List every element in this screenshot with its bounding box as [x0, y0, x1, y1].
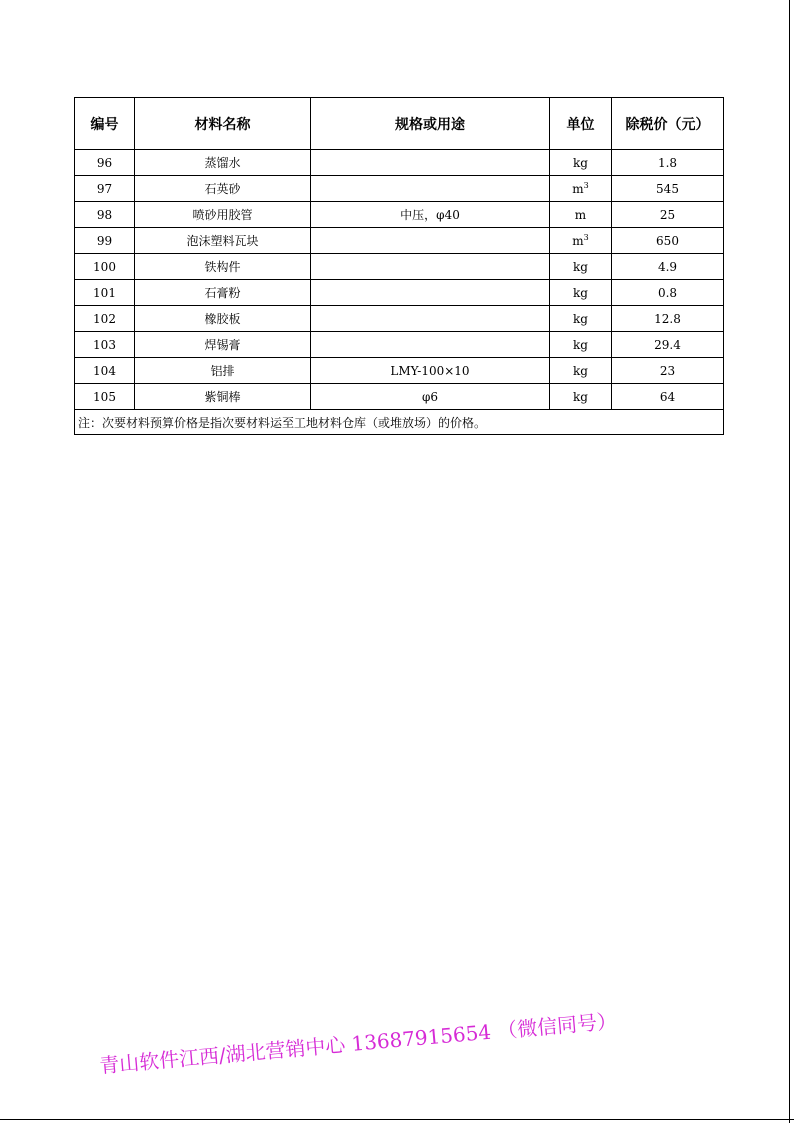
cell-price: 25	[612, 202, 724, 228]
page-border-right	[789, 0, 790, 1123]
cell-unit	[550, 358, 612, 384]
table-note-row	[75, 410, 724, 435]
header-number: 编号	[75, 98, 135, 150]
cell-material-name: 铝排	[135, 358, 311, 384]
cell-material-name: 蒸馏水	[135, 150, 311, 176]
cell-spec	[311, 332, 550, 358]
cell-material-name: 紫铜棒	[135, 384, 311, 410]
cell-price: 12.8	[612, 306, 724, 332]
cell-unit	[550, 384, 612, 410]
cell-spec	[311, 176, 550, 202]
unit-base: kg	[573, 389, 588, 404]
cell-spec: φ6	[311, 384, 550, 410]
table-row	[75, 306, 724, 332]
cell-price: 1.8	[612, 150, 724, 176]
cell-unit	[550, 254, 612, 280]
header-spec: 规格或用途	[311, 98, 550, 150]
cell-unit	[550, 280, 612, 306]
cell-number: 101	[75, 280, 135, 306]
cell-number: 103	[75, 332, 135, 358]
cell-material-name: 泡沫塑料瓦块	[135, 228, 311, 254]
cell-price: 64	[612, 384, 724, 410]
cell-number: 96	[75, 150, 135, 176]
unit-base: m	[572, 233, 584, 248]
cell-material-name: 铁构件	[135, 254, 311, 280]
table-row	[75, 202, 724, 228]
table-row	[75, 228, 724, 254]
table-row	[75, 332, 724, 358]
cell-material-name: 喷砂用胶管	[135, 202, 311, 228]
table-header-row	[75, 98, 724, 150]
cell-unit	[550, 332, 612, 358]
cell-number: 100	[75, 254, 135, 280]
cell-price: 23	[612, 358, 724, 384]
cell-spec	[311, 228, 550, 254]
cell-unit	[550, 306, 612, 332]
cell-unit	[550, 150, 612, 176]
table-row	[75, 280, 724, 306]
cell-price: 545	[612, 176, 724, 202]
cell-material-name: 石英砂	[135, 176, 311, 202]
unit-base: kg	[573, 155, 588, 170]
unit-base: kg	[573, 285, 588, 300]
cell-material-name: 焊锡膏	[135, 332, 311, 358]
page-border-bottom	[0, 1119, 794, 1120]
unit-base: kg	[573, 311, 588, 326]
cell-number: 99	[75, 228, 135, 254]
table-row	[75, 150, 724, 176]
unit-base: kg	[573, 337, 588, 352]
unit-superscript: 3	[583, 180, 589, 190]
cell-spec	[311, 150, 550, 176]
unit-base: kg	[573, 259, 588, 274]
table-row	[75, 176, 724, 202]
table-row	[75, 254, 724, 280]
cell-spec: LMY-100×10	[311, 358, 550, 384]
table-row	[75, 358, 724, 384]
cell-unit	[550, 228, 612, 254]
cell-material-name: 石膏粉	[135, 280, 311, 306]
cell-number: 105	[75, 384, 135, 410]
header-material-name: 材料名称	[135, 98, 311, 150]
cell-number: 97	[75, 176, 135, 202]
cell-number: 102	[75, 306, 135, 332]
cell-spec	[311, 254, 550, 280]
table-row	[75, 384, 724, 410]
table-note: 注：次要材料预算价格是指次要材料运至工地材料仓库（或堆放场）的价格。	[75, 410, 724, 435]
cell-price: 4.9	[612, 254, 724, 280]
contact-watermark: 青山软件江西/湖北营销中心 13687915654 （微信同号）	[98, 1008, 618, 1078]
header-unit: 单位	[550, 98, 612, 150]
cell-number: 104	[75, 358, 135, 384]
unit-base: m	[572, 181, 584, 196]
unit-base: kg	[573, 363, 588, 378]
material-price-table	[74, 97, 724, 435]
cell-unit	[550, 202, 612, 228]
cell-spec	[311, 306, 550, 332]
cell-material-name: 橡胶板	[135, 306, 311, 332]
cell-number: 98	[75, 202, 135, 228]
cell-price: 650	[612, 228, 724, 254]
cell-price: 29.4	[612, 332, 724, 358]
cell-price: 0.8	[612, 280, 724, 306]
cell-spec: 中压，φ40	[311, 202, 550, 228]
unit-superscript: 3	[583, 232, 589, 242]
cell-unit	[550, 176, 612, 202]
cell-spec	[311, 280, 550, 306]
header-price: 除税价（元）	[612, 98, 724, 150]
unit-base: m	[574, 207, 587, 222]
